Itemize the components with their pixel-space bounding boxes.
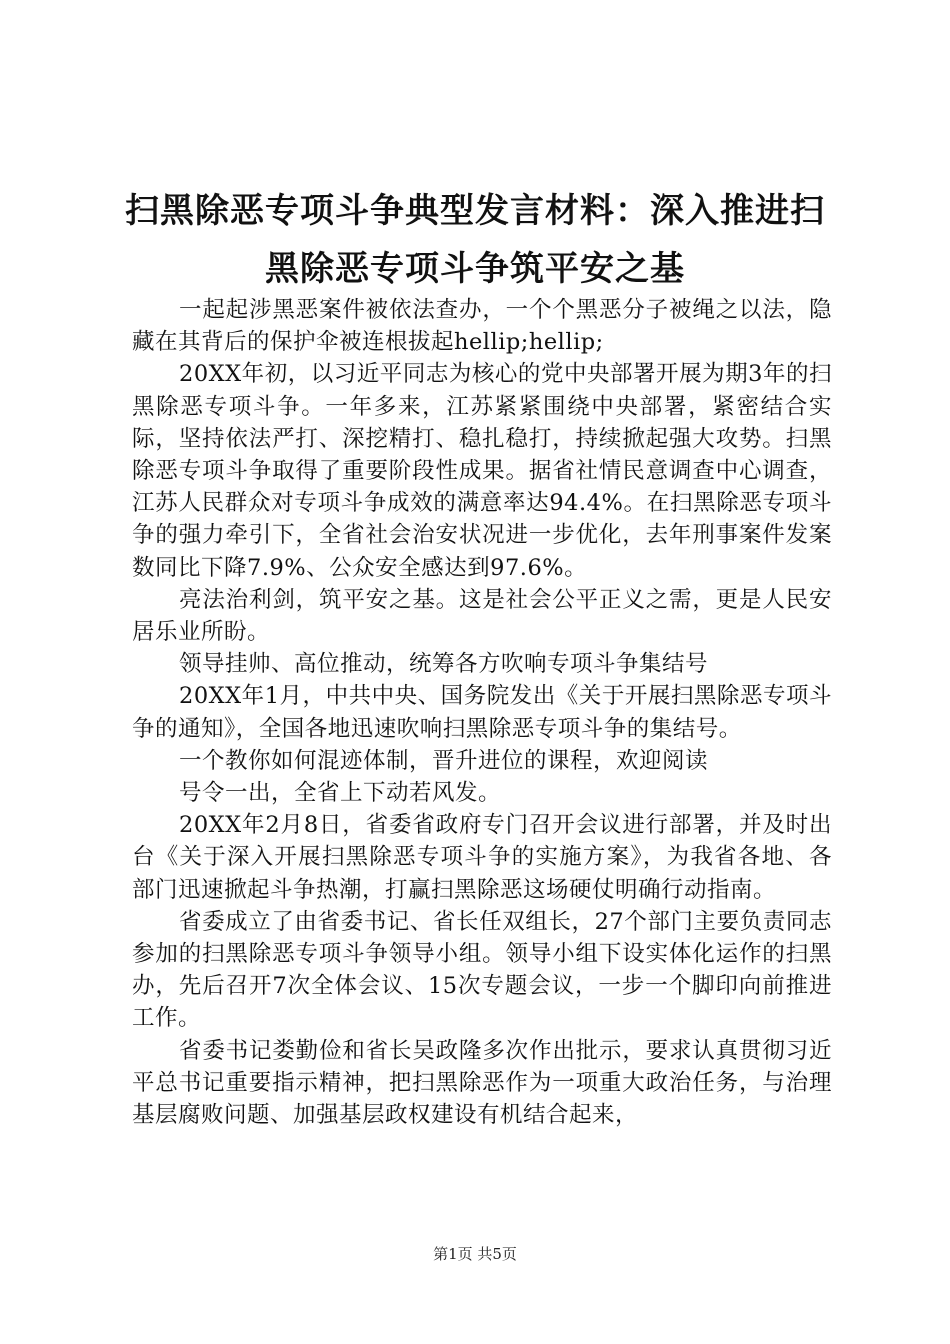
paragraph: 20XX年初，以习近平同志为核心的党中央部署开展为期3年的扫黑除恶专项斗争。一年多来，江苏紧紧围绕中央部署，紧密结合实际，坚持依法严打、深挖精打、稳扎稳打，持续掀起强大攻势。扫黑除恶专项斗争取得了重要阶段性成果。据省社情民意调查中心调查，江苏人民群众对专项斗争成效的满意率达94.4%。在扫黑除恶专项斗争的强力牵引下，全省社会治安状况进一步优化，去年刑事案件发案数同比下降7.9%、公众安全感达到97.6%。 [132, 361, 832, 581]
paragraph: 省委成立了由省委书记、省长任双组长，27个部门主要负责同志参加的扫黑除恶专项斗争领导小组。领导小组下设实体化运作的扫黑办，先后召开7次全体会议、15次专题会议，一步一个脚印向前推进工作。 [132, 908, 832, 1032]
paragraph: 20XX年2月8日，省委省政府专门召开会议进行部署，并及时出台《关于深入开展扫黑除恶专项斗争的实施方案》，为我省各地、各部门迅速掀起斗争热潮，打赢扫黑除恶这场硬仗明确行动指南。 [132, 812, 832, 903]
title-line-1: 扫黑除恶专项斗争典型发言材料：深入推进扫 [125, 191, 825, 231]
page-footer [0, 1244, 950, 1264]
paragraph: 号令一出，全省上下动若风发。 [179, 780, 502, 807]
paragraph: 一起起涉黑恶案件被依法查办，一个个黑恶分子被绳之以法，隐藏在其背后的保护伞被连根拔起hellip;hellip; [132, 297, 832, 356]
paragraph: 省委书记娄勤俭和省长吴政隆多次作出批示，要求认真贯彻习近平总书记重要指示精神，把扫黑除恶作为一项重大政治任务，与治理基层腐败问题、加强基层政权建设有机结合起来， [132, 1037, 832, 1129]
page-number: 第1页 共5页 [433, 1245, 517, 1263]
document-title [100, 182, 850, 298]
paragraph: 亮法治利剑，筑平安之基。这是社会公平正义之需，更是人民安居乐业所盼。 [132, 586, 832, 646]
paragraph: 20XX年1月，中共中央、国务院发出《关于开展扫黑除恶专项斗争的通知》，全国各地迅速吹响扫黑除恶专项斗争的集结号。 [132, 683, 832, 742]
document-body [132, 294, 832, 1131]
title-line-2: 黑除恶专项斗争筑平安之基 [265, 249, 685, 289]
promo-line: 一个教你如何混迹体制，晋升进位的课程，欢迎阅读 [179, 747, 709, 774]
section-heading: 领导挂帅、高位推动，统筹各方吹响专项斗争集结号 [179, 651, 709, 678]
